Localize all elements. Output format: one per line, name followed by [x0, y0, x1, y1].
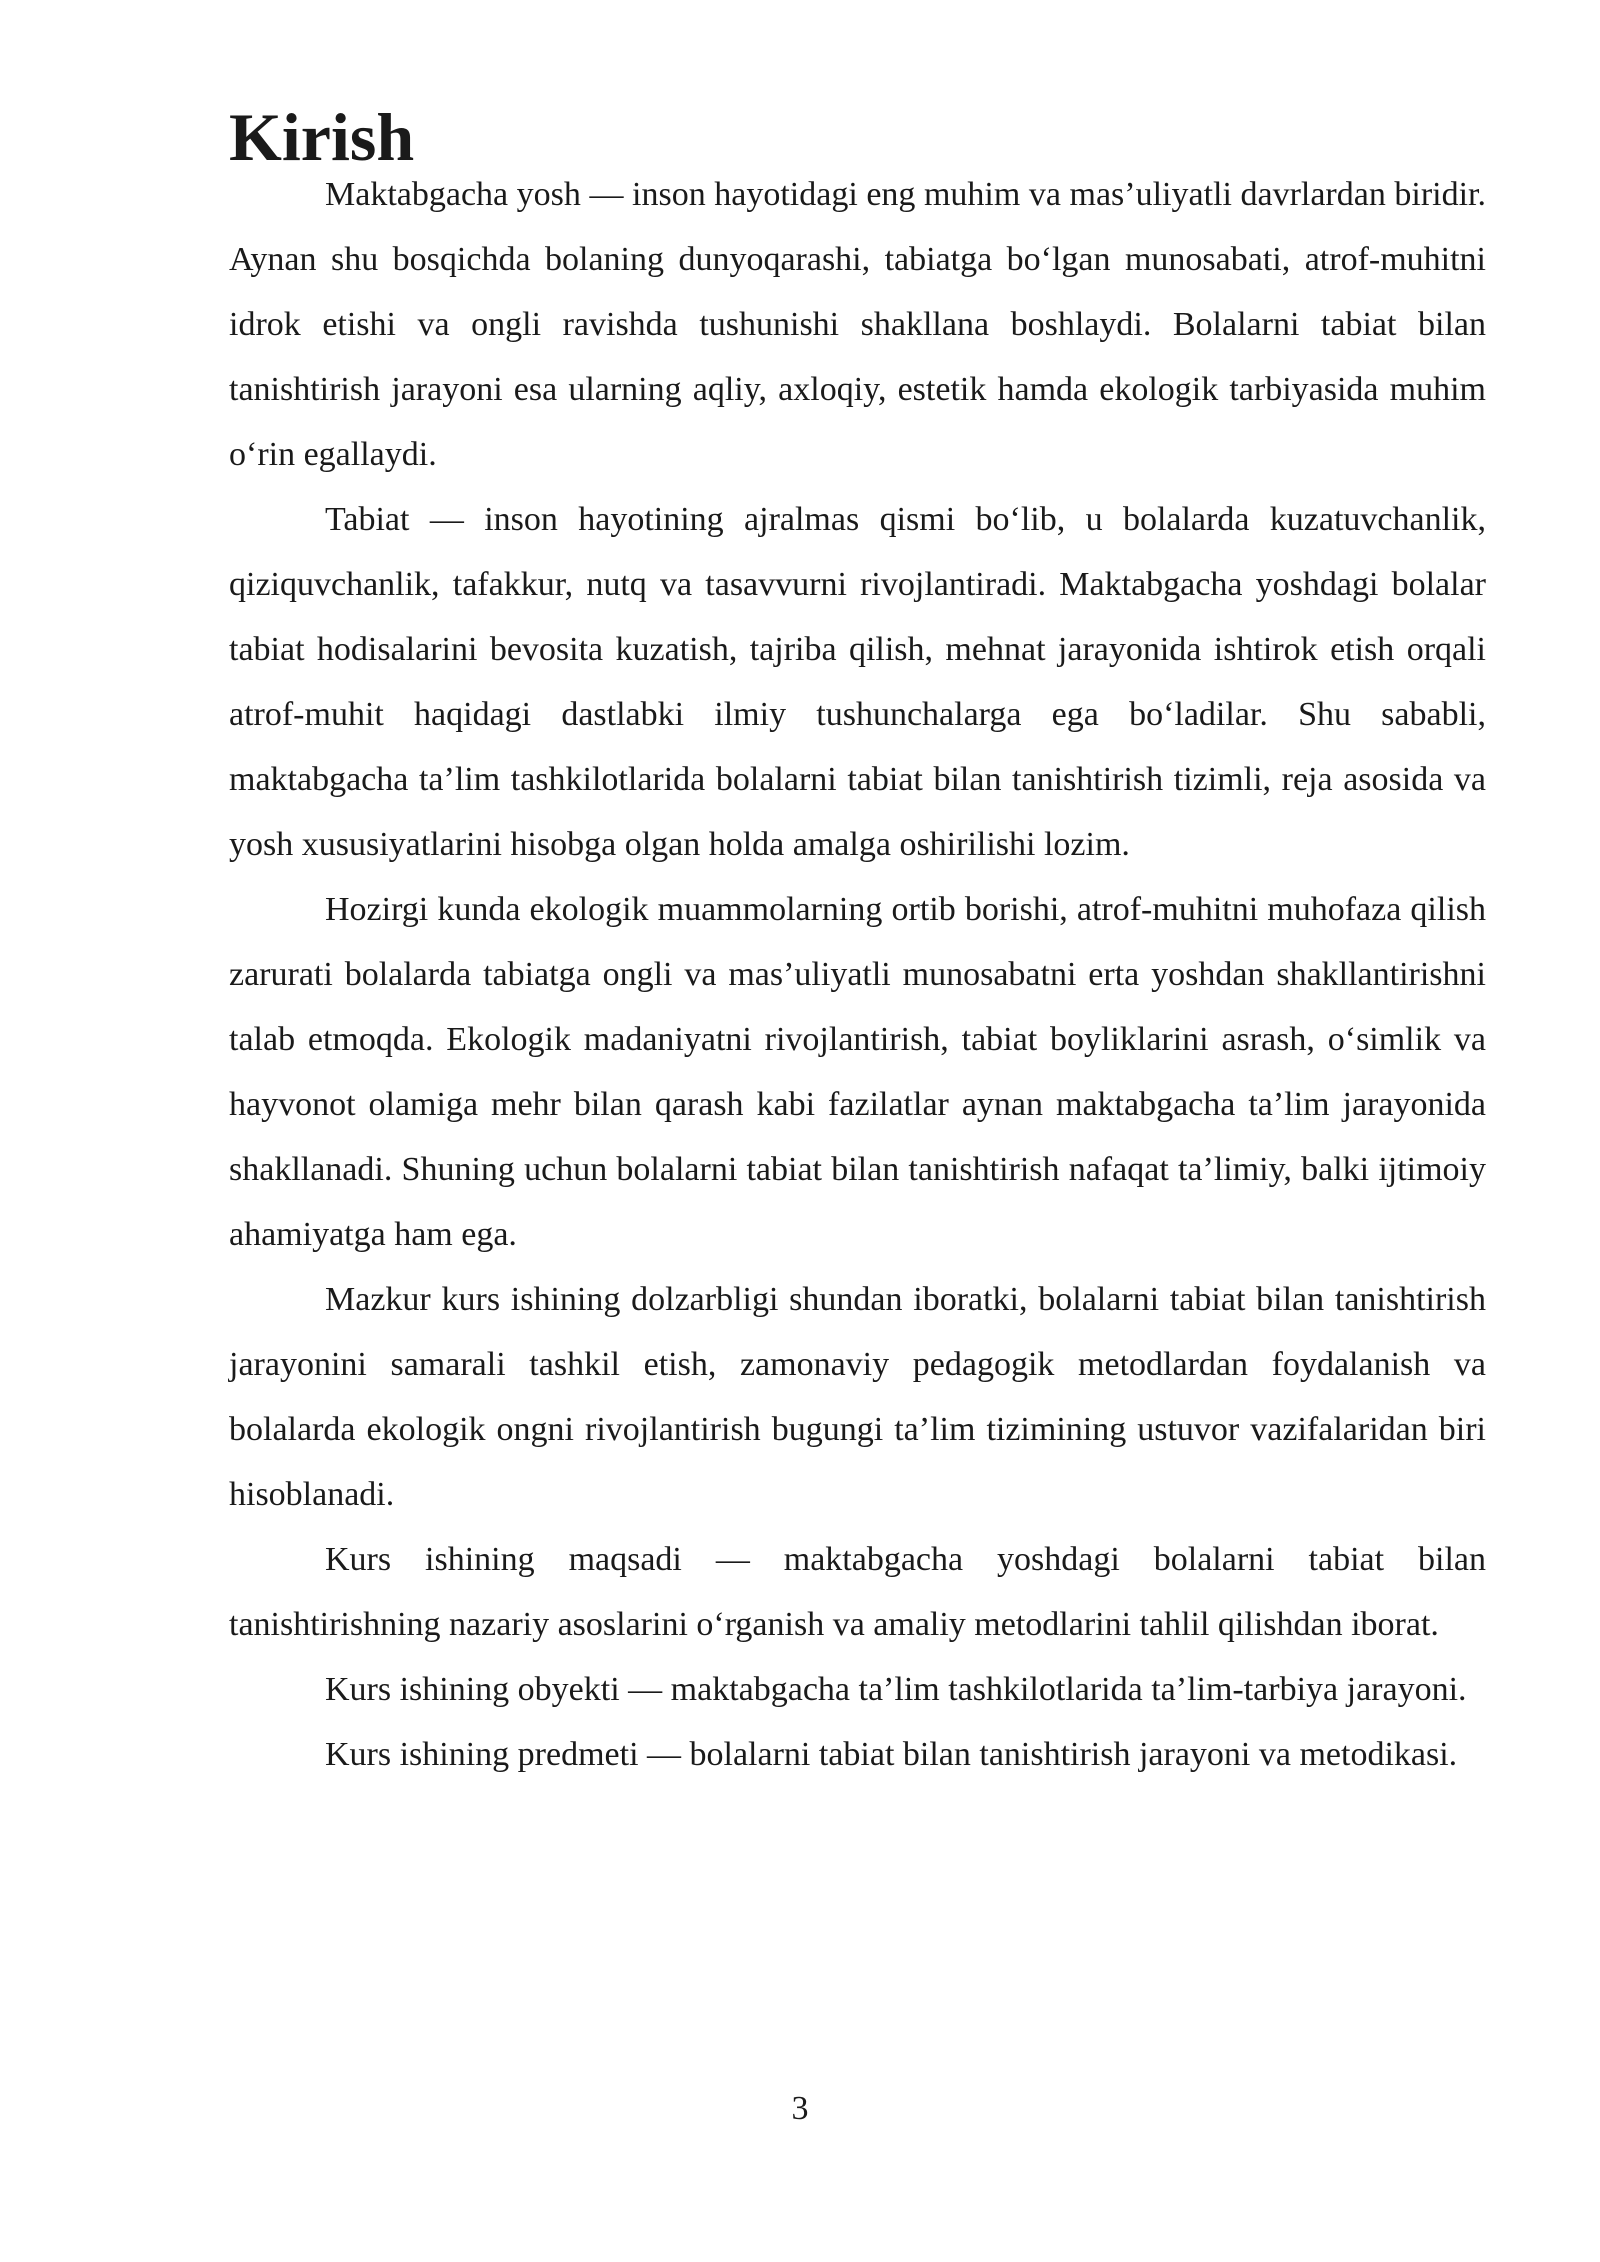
paragraph-goal: Kurs ishining maqsadi — maktabgacha yoshdagi bolalarni tabiat bilan tanishtirishning nazariy asoslarini o‘rganish va amaliy metodlarini tahlil qilishdan iborat. [229, 1541, 1486, 1643]
paragraph-relevance: Mazkur kurs ishining dolzarbligi shundan iboratki, bolalarni tabiat bilan tanishtirish jarayonini samarali tashkil etish, zamonaviy pedagogik metodlardan foydalanish va bolalarda ekologik ongni rivojlantirish bugungi ta’lim tizimining ustuvor vazifalaridan biri hisoblanadi. [229, 1281, 1486, 1513]
paragraph-introduction: Maktabgacha yosh — inson hayotidagi eng muhim va mas’uliyatli davrlardan biridir. Aynan shu bosqichda bolaning dunyoqarashi, tabiatga bo‘lgan munosabati, atrof-muhitni idrok etishi va ongli ravishda tushunishi shakllana boshlaydi. Bolalarni tabiat bilan tanishtirish jarayoni esa ularning aqliy, axloqiy, estetik hamda ekologik tarbiyasida muhim o‘rin egallaydi. [229, 176, 1486, 473]
paragraph-object: Kurs ishining obyekti — maktabgacha ta’lim tashkilotlarida ta’lim-tarbiya jarayoni. [325, 1671, 1467, 1708]
paragraph-subject: Kurs ishining predmeti — bolalarni tabiat bilan tanishtirish jarayoni va metodikasi. [325, 1736, 1458, 1773]
paragraph-ecology: Hozirgi kunda ekologik muammolarning ortib borishi, atrof-muhitni muhofaza qilish zarurati bolalarda tabiatga ongli va mas’uliyatli munosabatni erta yoshdan shakllantirishni talab etmoqda. Ekologik madaniyatni rivojlantirish, tabiat boyliklarini asrash, o‘simlik va hayvonot olamiga mehr bilan qarash kabi fazilatlar aynan maktabgacha ta’lim jarayonida shakllanadi. Shuning uchun bolalarni tabiat bilan tanishtirish nafaqat ta’limiy, balki ijtimoiy ahamiyatga ham ega. [229, 891, 1486, 1253]
page-content [229, 99, 1486, 1787]
page-number: 3 [791, 2090, 809, 2127]
paragraph-nature: Tabiat — inson hayotining ajralmas qismi bo‘lib, u bolalarda kuzatuvchanlik, qiziquvchanlik, tafakkur, nutq va tasavvurni rivojlantiradi. Maktabgacha yoshdagi bolalar tabiat hodisalarini bevosita kuzatish, tajriba qilish, mehnat jarayonida ishtirok etish orqali atrof-muhit haqidagi dastlabki ilmiy tushunchalarga ega bo‘ladilar. Shu sababli, maktabgacha ta’lim tashkilotlarida bolalarni tabiat bilan tanishtirish tizimli, reja asosida va yosh xususiyatlarini hisobga olgan holda amalga oshirilishi lozim. [229, 501, 1486, 863]
section-heading: Kirish [229, 99, 415, 175]
